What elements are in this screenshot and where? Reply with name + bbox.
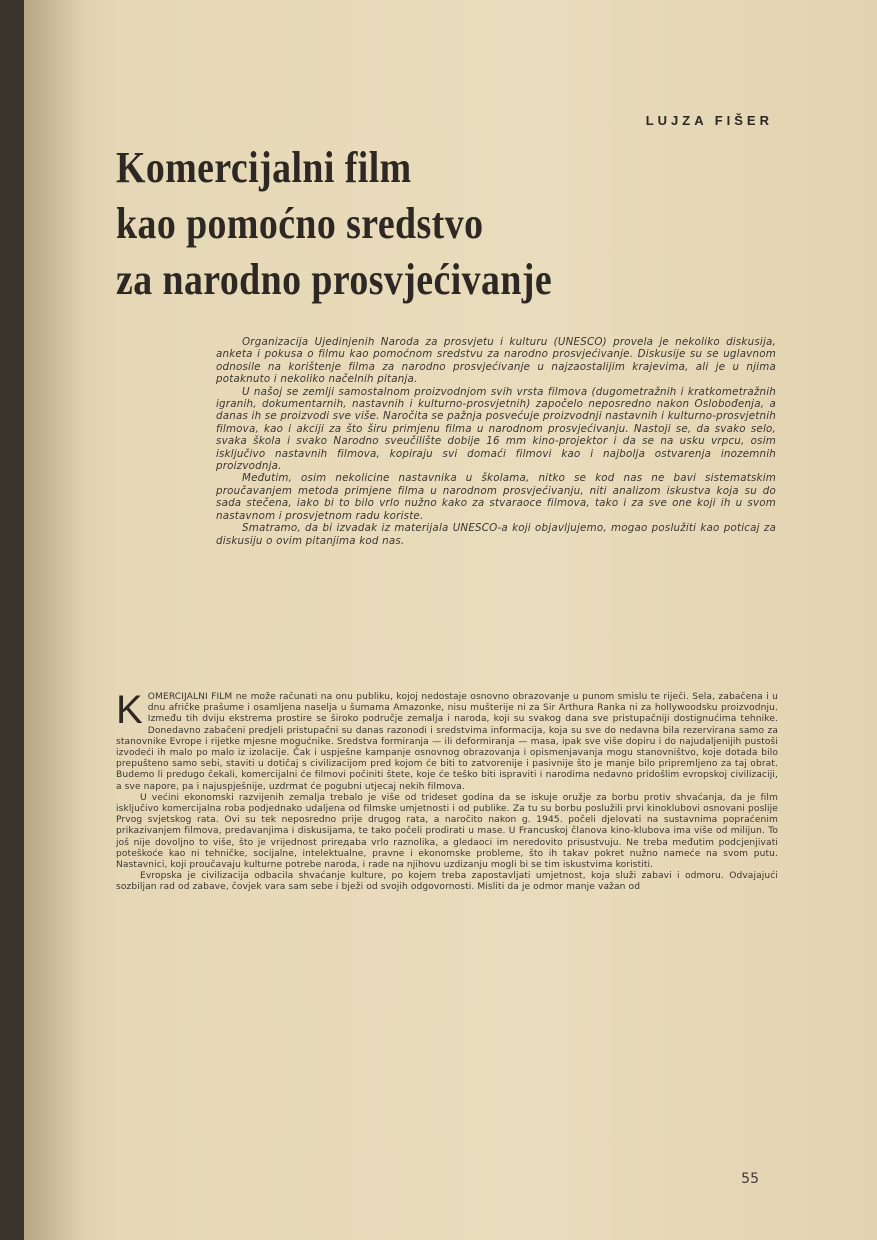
title-line: Komercijalni film (116, 143, 412, 192)
intro-paragraph: Smatramo, da bi izvadak iz materijala UNESCO-a koji objavljujemo, mogao poslužiti kao poticaj za diskusiju o ovim pitanjima kod nas. (216, 522, 776, 547)
magazine-page (24, 0, 877, 1240)
article-body (116, 688, 778, 894)
editorial-intro (216, 336, 776, 547)
intro-paragraph: U našoj se zemlji samostalnom proizvodnjom svih vrsta filmova (dugometražnih i kratkometražnih igranih, dokumentarnih, nastavnih i kulturno-prosvjetnih) započelo neposredno nakon Oslobođenja, a danas ih se proizvodi sve više. Naročita se pažnja posvećuje proizvodnji nastavnih i kulturno-prosvjetnih filmova, kao i akciji za što širu primjenu filma u narodnom prosvjećivanju. Nastoji se, da svako selo, svaka škola i svako Narodno sveučilište dobije 16 mm kino-projektor i da se na usku vrpcu, osim isključivo nastavnih filmova, kopiraju svi domaći filmovi kao i najbolja ostvarenja inozemnih proizvodnja. (216, 385, 776, 473)
article-author: LUJZA FIŠER (645, 113, 773, 128)
article-title (116, 140, 552, 308)
title-line: za narodno prosvjećivanje (116, 255, 553, 304)
body-paragraph-text: OMERCIJALNI FILM ne može računati na onu publiku, kojoj nedostaje osnovno obrazovanje u punom smislu te riječi. Sela, zabačena i u dnu afričke prašume i osamljena naselja u šumama Amazonke, nisu mušterije ni za Sir Arthura Ranka ni za hollywoodsku proizvodnju. Između tih dviju ekstrema prostire se široko područje zemalja i naroda, koji su svakog dana sve pristupačniji dostignućima tehnike. Donedavno zabačeni predjeli pristupačni su danas razonodi i sredstvima informacija, koja su sve do nedavna bila rezervirana samo za stanovnike Evrope i rijetke mjesne mogućnike. Sredstva formiranja — ili deformiranja — masa, ipak sve više dopiru i do najudaljenijih pustoši izvodeći ih malo po malo iz izolacije. Čak i uspješne kampanje osnovnog obrazovanja i opismenjavanja mogu stanovništvo, koje dotada bilo prepušteno samo sebi, staviti u dotičaj s civilizacijom pred kojom će biti to zatvorenije i pasivnije što je manje bilo pripremljeno za taj obrat. Budemo li predugo čekali, komercijalni će filmovi počiniti štete, koje će teško biti ispraviti i narodima nedavno pridošlim evropskoj civilizaciji, a sve napore, pa i najuspješnije, uzdrmat će pogubni utjecaj nekih filmova. (116, 692, 778, 792)
body-paragraph (116, 688, 778, 793)
body-paragraph: U većini ekonomski razvijenih zemalja trebalo je više od trideset godina da se iskuje oružje za borbu protiv shvaćanja, da je film isključivo komercijalna roba podjednako udaljena od filmske umjetnosti i od publike. Za tu su borbu poslužili prvi kinoklubovi osnovani poslije Prvog svjetskog rata. Ovi su tek neposredno prije drugog rata, a naročito nakon g. 1945. počeli djelovati na sustavnima popraćenim prikazivanjem filmova, predavanjima i diskusijama, te tako počeli prodirati u mase. U Francuskoj članova kino-klubova ima više od milijun. To još nije dovoljno to više, što je vrijednost prireдaba vrlo raznolika, a gledaoci im neredovito prisustvuju. Ne treba međutim podcjenjivati poteškoće kao ni tehničke, socijalne, intelektualne, pravne i ekonomske probleme, što ih takav pokret nužno nameće na svom putu. Nastavnici, koji proučavaju kulturne potrebe naroda, i rade na njihovu uzdizanju mogli bi se tim iskustvima koristiti. (116, 792, 778, 871)
drop-cap: K (116, 688, 143, 732)
body-paragraph: Evropska je civilizacija odbacila shvaćanje kulture, po kojem treba zapostavljati umjetnost, koja služi zabavi i odmoru. Odvajajući sozbiljan rad od zabave, čovjek vara sam sebe i bježi od svojih odgovornosti. Misliti da je odmor manje važan od (116, 871, 778, 893)
page-number: 55 (741, 1171, 759, 1187)
intro-paragraph: Organizacija Ujedinjenih Naroda za prosvjetu i kulturu (UNESCO) provela je nekoliko diskusija, anketa i pokusa o filmu kao pomoćnom sredstvu za narodno prosvjećivanje. Diskusije su se uglavnom odnosile na korištenje filma za narodno prosvjećivanje u najzaostalijim krajevima, ali je u njima potaknuto i nekoliko načelnih pitanja. (216, 336, 776, 386)
intro-paragraph: Međutim, osim nekolicine nastavnika u školama, nitko se kod nas ne bavi sistematskim proučavanjem metoda primjene filma u narodnom prosvjećivanju, niti analizom iskustva koja su do sada stečena, iako bi to bilo vrlo nužno kako za stvaraoce filmova, tako i za sve one koji ih u svom nastavnom i prosvjetnom radu koriste. (216, 472, 776, 522)
title-line: kao pomoćno sredstvo (116, 199, 484, 248)
